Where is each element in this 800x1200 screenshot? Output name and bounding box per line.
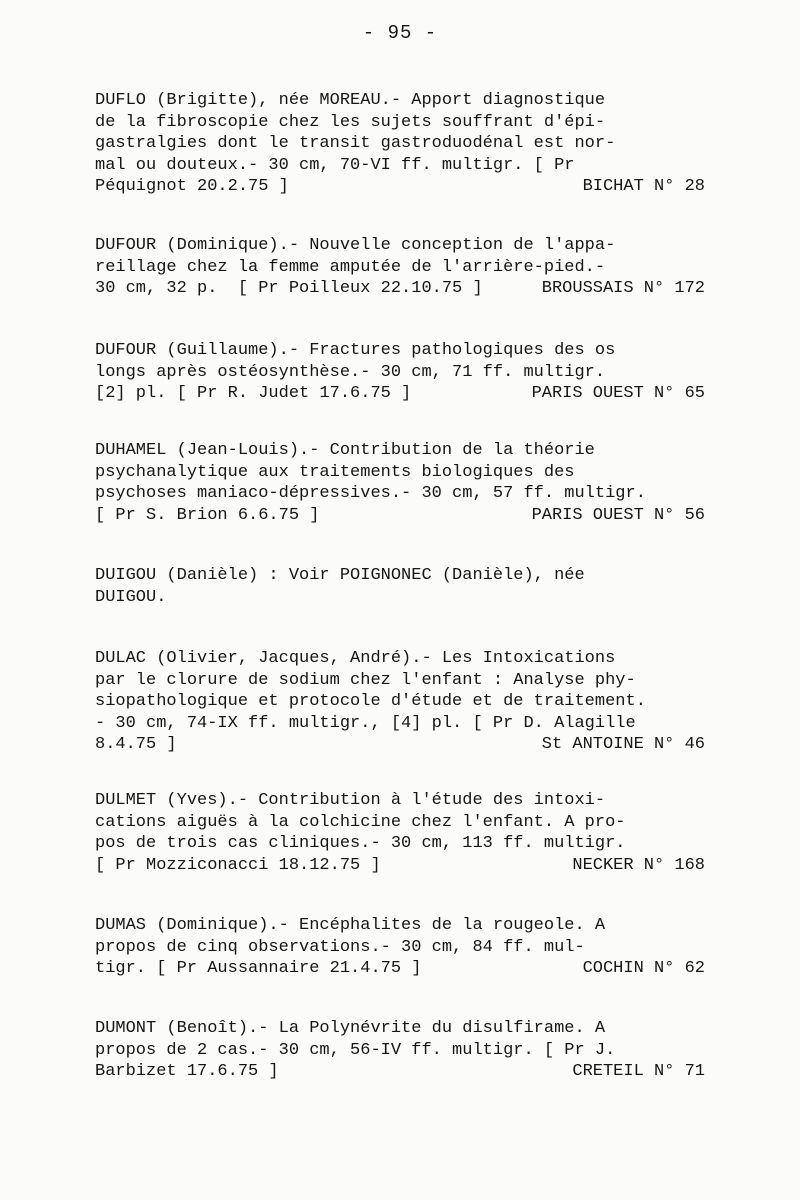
library-reference: NECKER N° 168 — [572, 855, 705, 875]
bibliography-entry — [95, 235, 705, 300]
bibliography-entry — [95, 915, 705, 980]
entry-line: DULMET (Yves).- Contribution à l'étude des intoxi- — [95, 791, 606, 810]
library-reference: St ANTOINE N° 46 — [541, 735, 705, 754]
entry-line: Barbizet 17.6.75 ] CRETEIL N° 71 — [95, 1062, 705, 1081]
entry-line: [ Pr Mozziconacci 18.12.75 ] NECKER N° 168 — [95, 855, 705, 875]
bibliography-entry — [95, 648, 705, 756]
entry-line: 8.4.75 ] St ANTOINE N° 46 — [95, 735, 705, 754]
bibliography-entry — [95, 1018, 705, 1083]
entry-line: DUFOUR (Dominique).- Nouvelle conception de l'appa- — [95, 236, 616, 255]
entry-line: DUMAS (Dominique).- Encéphalites de la rougeole. A — [95, 916, 606, 935]
entry-line: psychoses maniaco-dépressives.- 30 cm, 57 ff. multigr. — [95, 484, 646, 503]
entry-line: gastralgies dont le transit gastroduodénal est nor- — [95, 134, 616, 153]
entry-line: par le clorure de sodium chez l'enfant : Analyse phy- — [95, 670, 636, 690]
entry-line: DUFOUR (Guillaume).- Fractures pathologiques des os — [95, 341, 616, 360]
entry-line: Péquignot 20.2.75 ] BICHAT N° 28 — [95, 177, 705, 196]
entry-line: DUHAMEL (Jean-Louis).- Contribution de la théorie — [95, 441, 595, 460]
page-number: - 95 - — [362, 22, 438, 44]
entry-line: DUMONT (Benoît).- La Polynévrite du disulfirame. A — [95, 1019, 606, 1038]
entry-line: mal ou douteux.- 30 cm, 70-VI ff. multigr. [ Pr — [95, 155, 575, 175]
bibliography-entry — [95, 790, 705, 876]
entry-line: DUIGOU (Danièle) : Voir POIGNONEC (Danièle), née — [95, 566, 585, 585]
entry-line: DUIGOU. — [95, 587, 167, 607]
library-reference: CRETEIL N° 71 — [572, 1062, 705, 1081]
entry-line: reillage chez la femme amputée de l'arrière-pied.- — [95, 257, 606, 277]
library-reference: COCHIN N° 62 — [582, 959, 705, 978]
entry-line: 30 cm, 32 p. [ Pr Poilleux 22.10.75 ] BROUSSAIS N° 172 — [95, 279, 705, 298]
entry-line: propos de 2 cas.- 30 cm, 56-IV ff. multigr. [ Pr J. — [95, 1040, 616, 1060]
bibliography-entry — [95, 440, 705, 526]
entry-line: DUFLO (Brigitte), née MOREAU.- Apport diagnostique — [95, 91, 606, 110]
bibliography-entry — [95, 565, 705, 608]
entry-line: tigr. [ Pr Aussannaire 21.4.75 ] COCHIN N° 62 — [95, 959, 705, 978]
library-reference: BROUSSAIS N° 172 — [541, 279, 705, 298]
bibliography-entry — [95, 340, 705, 405]
entry-line: siopathologique et protocole d'étude et de traitement. — [95, 692, 646, 711]
entry-line: cations aiguës à la colchicine chez l'enfant. A pro- — [95, 812, 626, 832]
library-reference: PARIS OUEST N° 65 — [531, 384, 705, 403]
entry-line: propos de cinq observations.- 30 cm, 84 ff. mul- — [95, 937, 585, 957]
entry-line: DULAC (Olivier, Jacques, André).- Les Intoxications — [95, 649, 616, 668]
entry-line: [2] pl. [ Pr R. Judet 17.6.75 ] PARIS OUEST N° 65 — [95, 384, 705, 403]
entry-line: pos de trois cas cliniques.- 30 cm, 113 ff. multigr. — [95, 834, 626, 853]
library-reference: BICHAT N° 28 — [582, 177, 705, 196]
entry-line: psychanalytique aux traitements biologiques des — [95, 462, 575, 482]
entry-line: [ Pr S. Brion 6.6.75 ] PARIS OUEST N° 56 — [95, 505, 705, 525]
entry-line: longs après ostéosynthèse.- 30 cm, 71 ff. multigr. — [95, 362, 606, 382]
entry-line: de la fibroscopie chez les sujets souffrant d'épi- — [95, 112, 606, 132]
library-reference: PARIS OUEST N° 56 — [531, 505, 705, 525]
bibliography-entry — [95, 90, 705, 198]
entry-line: - 30 cm, 74-IX ff. multigr., [4] pl. [ Pr D. Alagille — [95, 713, 636, 733]
